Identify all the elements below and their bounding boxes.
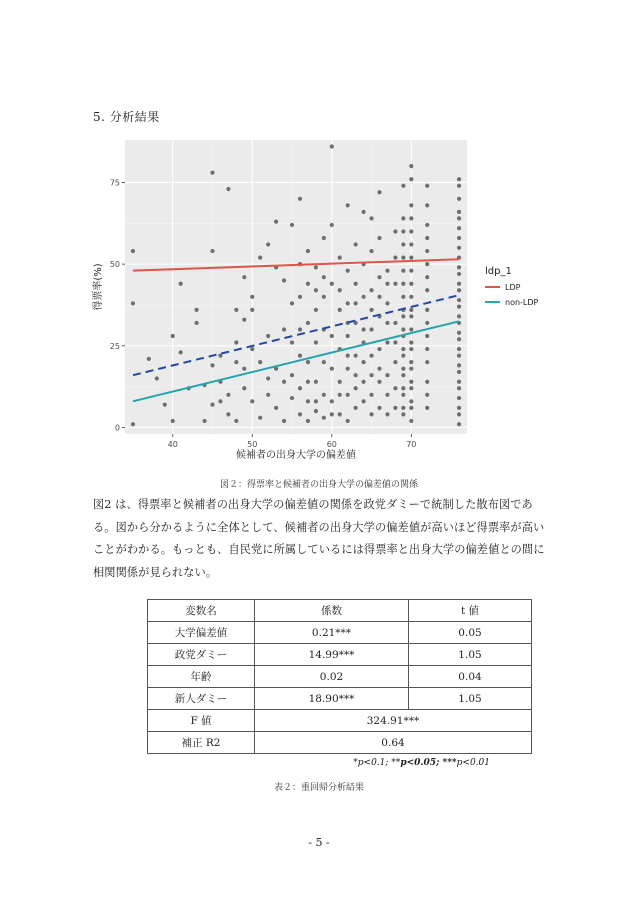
data-point: [282, 278, 286, 282]
data-point: [258, 256, 262, 260]
legend-label-ldp: LDP: [505, 283, 521, 292]
data-point: [131, 422, 135, 426]
data-point: [393, 340, 397, 344]
data-point: [346, 354, 350, 358]
data-point: [290, 396, 294, 400]
data-point: [409, 229, 413, 233]
data-point: [210, 403, 214, 407]
note-part: *p<0.1; **: [353, 758, 401, 768]
data-point: [385, 269, 389, 273]
table-cell: 1.05: [409, 688, 532, 710]
data-point: [457, 406, 461, 410]
table-summary-row: [148, 732, 532, 754]
table-cell: 政党ダミー: [148, 644, 255, 666]
data-point: [401, 269, 405, 273]
data-point: [194, 308, 198, 312]
data-point: [274, 220, 278, 224]
y-tick-label: 75: [109, 178, 120, 188]
data-point: [330, 412, 334, 416]
data-point: [457, 347, 461, 351]
data-point: [409, 282, 413, 286]
data-point: [290, 223, 294, 227]
data-point: [346, 334, 350, 338]
data-point: [330, 144, 334, 148]
data-point: [258, 416, 262, 420]
data-point: [346, 393, 350, 397]
page-number: - 5 -: [308, 836, 330, 849]
data-point: [242, 318, 246, 322]
data-point: [393, 282, 397, 286]
data-point: [457, 354, 461, 358]
data-point: [425, 334, 429, 338]
data-point: [258, 360, 262, 364]
data-point: [457, 210, 461, 214]
data-point: [457, 288, 461, 292]
data-point: [377, 275, 381, 279]
data-point: [401, 354, 405, 358]
data-point: [425, 393, 429, 397]
data-point: [369, 393, 373, 397]
data-point: [457, 396, 461, 400]
data-point: [298, 197, 302, 201]
table-row: [148, 644, 532, 666]
data-point: [179, 350, 183, 354]
data-point: [226, 393, 230, 397]
data-point: [306, 321, 310, 325]
data-point: [401, 282, 405, 286]
data-point: [314, 399, 318, 403]
data-point: [457, 272, 461, 276]
data-point: [457, 298, 461, 302]
data-point: [362, 399, 366, 403]
data-point: [401, 373, 405, 377]
data-point: [401, 327, 405, 331]
data-point: [202, 419, 206, 423]
data-point: [298, 386, 302, 390]
data-point: [457, 422, 461, 426]
data-point: [330, 223, 334, 227]
data-point: [409, 360, 413, 364]
data-point: [314, 409, 318, 413]
data-point: [250, 295, 254, 299]
data-point: [290, 301, 294, 305]
table-cell: 新人ダミー: [148, 688, 255, 710]
data-point: [362, 295, 366, 299]
data-point: [290, 340, 294, 344]
table-cell: 18.90***: [255, 688, 409, 710]
data-point: [377, 190, 381, 194]
data-point: [409, 216, 413, 220]
x-tick-label: 50: [247, 440, 258, 449]
table-row: [148, 688, 532, 710]
data-point: [409, 380, 413, 384]
table-caption: 表２：重回帰分析結果: [273, 783, 364, 793]
data-point: [369, 308, 373, 312]
data-point: [457, 370, 461, 374]
data-point: [457, 265, 461, 269]
data-point: [425, 275, 429, 279]
data-point: [306, 380, 310, 384]
data-point: [369, 354, 373, 358]
body-paragraph: 図2 は、得票率と候補者の出身大学の偏差値の関係を政党ダミーで統制した散布図である。図から分かるように全体として、候補者の出身大学の偏差値が高いほど得票率が高いことがわかる。もっとも、自民党に所属しているには得票率と出身大学の偏差値との間に相関関係が見られない。: [93, 498, 545, 579]
data-point: [425, 347, 429, 351]
data-point: [314, 265, 318, 269]
data-point: [425, 360, 429, 364]
data-point: [393, 229, 397, 233]
legend-label-non-ldp: non-LDP: [505, 298, 539, 307]
data-point: [306, 419, 310, 423]
data-point: [330, 367, 334, 371]
table-row: [148, 622, 532, 644]
table-cell: 0.21***: [255, 622, 409, 644]
data-point: [457, 226, 461, 230]
data-point: [457, 236, 461, 240]
data-point: [282, 380, 286, 384]
data-point: [409, 308, 413, 312]
data-point: [242, 386, 246, 390]
data-point: [234, 360, 238, 364]
data-point: [250, 347, 254, 351]
data-point: [393, 406, 397, 410]
data-point: [210, 171, 214, 175]
data-point: [330, 282, 334, 286]
table-cell: 0.04: [409, 666, 532, 688]
data-point: [369, 249, 373, 253]
data-point: [425, 321, 429, 325]
table-header-row: [148, 600, 532, 622]
legend: [485, 266, 539, 307]
data-point: [393, 321, 397, 325]
data-point: [409, 203, 413, 207]
data-point: [401, 386, 405, 390]
data-point: [282, 327, 286, 331]
data-point: [401, 256, 405, 260]
data-point: [457, 314, 461, 318]
data-point: [385, 282, 389, 286]
data-point: [250, 399, 254, 403]
data-point: [401, 406, 405, 410]
data-point: [457, 305, 461, 309]
data-point: [346, 367, 350, 371]
data-point: [401, 347, 405, 351]
data-point: [354, 386, 358, 390]
data-point: [354, 282, 358, 286]
data-point: [354, 373, 358, 377]
data-point: [409, 347, 413, 351]
data-point: [322, 360, 326, 364]
data-point: [457, 337, 461, 341]
data-point: [425, 262, 429, 266]
data-point: [385, 393, 389, 397]
data-point: [369, 216, 373, 220]
data-point: [171, 334, 175, 338]
data-point: [163, 403, 167, 407]
data-point: [369, 288, 373, 292]
data-point: [362, 327, 366, 331]
x-tick-label: 40: [167, 440, 178, 449]
data-point: [306, 399, 310, 403]
data-point: [155, 376, 159, 380]
data-point: [385, 321, 389, 325]
data-point: [385, 412, 389, 416]
data-point: [226, 412, 230, 416]
note-part-bold: p<0.05; ***: [400, 758, 457, 768]
y-tick-label: 0: [114, 423, 120, 433]
data-point: [210, 249, 214, 253]
data-point: [346, 269, 350, 273]
table-cell: 補正 R2: [148, 732, 255, 754]
table-cell: 大学偏差値: [148, 622, 255, 644]
data-point: [377, 347, 381, 351]
table-cell: 0.02: [255, 666, 409, 688]
significance-note: [340, 758, 490, 768]
data-point: [409, 242, 413, 246]
data-point: [322, 393, 326, 397]
data-point: [330, 399, 334, 403]
table-summary-row: [148, 710, 532, 732]
table-cell: 1.05: [409, 644, 532, 666]
data-point: [425, 184, 429, 188]
x-tick-label: 60: [326, 440, 337, 449]
data-point: [346, 203, 350, 207]
data-point: [298, 412, 302, 416]
data-point: [234, 419, 238, 423]
x-tick-label: 70: [406, 440, 417, 449]
data-point: [401, 242, 405, 246]
data-point: [457, 412, 461, 416]
table-cell: 14.99***: [255, 644, 409, 666]
y-tick-label: 50: [109, 260, 120, 270]
data-point: [457, 246, 461, 250]
data-point: [377, 380, 381, 384]
data-point: [457, 197, 461, 201]
data-point: [354, 354, 358, 358]
table-header-cell: t 値: [409, 600, 532, 622]
data-point: [425, 249, 429, 253]
data-point: [338, 393, 342, 397]
data-point: [409, 327, 413, 331]
data-point: [457, 331, 461, 335]
data-point: [409, 177, 413, 181]
table-cell: 0.05: [409, 622, 532, 644]
data-point: [401, 295, 405, 299]
y-tick-label: 25: [109, 341, 120, 351]
data-point: [314, 340, 318, 344]
data-point: [377, 406, 381, 410]
data-point: [210, 363, 214, 367]
data-point: [266, 334, 270, 338]
data-point: [409, 406, 413, 410]
data-point: [393, 386, 397, 390]
data-point: [401, 184, 405, 188]
data-point: [401, 216, 405, 220]
data-point: [322, 295, 326, 299]
data-point: [218, 399, 222, 403]
data-point: [377, 236, 381, 240]
data-point: [425, 236, 429, 240]
data-point: [266, 376, 270, 380]
table-cell: 324.91***: [255, 710, 532, 732]
data-point: [131, 301, 135, 305]
data-point: [409, 367, 413, 371]
data-point: [250, 308, 254, 312]
data-point: [409, 269, 413, 273]
section-heading: 5. 分析結果: [93, 110, 160, 124]
data-point: [346, 301, 350, 305]
data-point: [131, 249, 135, 253]
data-point: [298, 295, 302, 299]
data-point: [266, 242, 270, 246]
data-point: [377, 367, 381, 371]
data-point: [346, 419, 350, 423]
table-cell: 0.64: [255, 732, 532, 754]
scatter-plot: [88, 128, 558, 468]
data-point: [338, 412, 342, 416]
data-point: [409, 164, 413, 168]
data-point: [338, 288, 342, 292]
data-point: [290, 373, 294, 377]
data-point: [234, 340, 238, 344]
data-point: [306, 360, 310, 364]
data-point: [393, 256, 397, 260]
data-point: [425, 223, 429, 227]
table-header-cell: 係数: [255, 600, 409, 622]
legend-title: ldp_1: [485, 266, 512, 277]
data-point: [377, 295, 381, 299]
data-point: [354, 242, 358, 246]
data-point: [179, 282, 183, 286]
data-point: [242, 275, 246, 279]
data-point: [362, 380, 366, 384]
data-point: [330, 334, 334, 338]
data-point: [338, 308, 342, 312]
data-point: [401, 229, 405, 233]
data-point: [425, 406, 429, 410]
table-cell: 年齢: [148, 666, 255, 688]
table-cell: F 値: [148, 710, 255, 732]
table-row: [148, 666, 532, 688]
data-point: [338, 256, 342, 260]
data-point: [457, 363, 461, 367]
y-axis-label: 得票率(%): [93, 263, 104, 311]
data-point: [425, 203, 429, 207]
data-point: [457, 177, 461, 181]
data-point: [171, 419, 175, 423]
data-point: [338, 380, 342, 384]
data-point: [385, 340, 389, 344]
data-point: [266, 393, 270, 397]
data-point: [282, 419, 286, 423]
data-point: [457, 380, 461, 384]
note-part: p<0.01: [456, 758, 490, 768]
data-point: [425, 308, 429, 312]
data-point: [354, 301, 358, 305]
data-point: [369, 327, 373, 331]
data-point: [457, 184, 461, 188]
data-point: [306, 282, 310, 286]
data-point: [322, 236, 326, 240]
data-point: [401, 412, 405, 416]
data-point: [274, 406, 278, 410]
data-point: [409, 256, 413, 260]
data-point: [457, 386, 461, 390]
data-point: [401, 393, 405, 397]
data-point: [409, 399, 413, 403]
data-point: [314, 308, 318, 312]
data-point: [425, 380, 429, 384]
data-point: [242, 367, 246, 371]
x-axis-label: 候補者の出身大学の偏差値: [236, 450, 356, 461]
regression-table: [147, 599, 532, 754]
data-point: [425, 288, 429, 292]
data-point: [362, 360, 366, 364]
data-point: [194, 321, 198, 325]
data-point: [322, 416, 326, 420]
data-point: [457, 282, 461, 286]
data-point: [409, 295, 413, 299]
data-point: [298, 327, 302, 331]
data-point: [369, 373, 373, 377]
data-point: [362, 210, 366, 214]
data-point: [409, 386, 413, 390]
data-point: [306, 249, 310, 253]
data-point: [354, 406, 358, 410]
data-point: [314, 288, 318, 292]
data-point: [385, 301, 389, 305]
data-point: [401, 314, 405, 318]
data-point: [401, 367, 405, 371]
data-point: [369, 412, 373, 416]
table-header-cell: 変数名: [148, 600, 255, 622]
data-point: [409, 314, 413, 318]
data-point: [234, 308, 238, 312]
data-point: [409, 340, 413, 344]
figure-caption: 図２：得票率と候補者の出身大学の偏差値の関係: [219, 480, 418, 490]
data-point: [314, 380, 318, 384]
data-point: [226, 187, 230, 191]
data-point: [409, 419, 413, 423]
data-point: [385, 373, 389, 377]
data-point: [322, 275, 326, 279]
data-point: [298, 354, 302, 358]
data-point: [457, 216, 461, 220]
data-point: [393, 360, 397, 364]
data-point: [147, 357, 151, 361]
